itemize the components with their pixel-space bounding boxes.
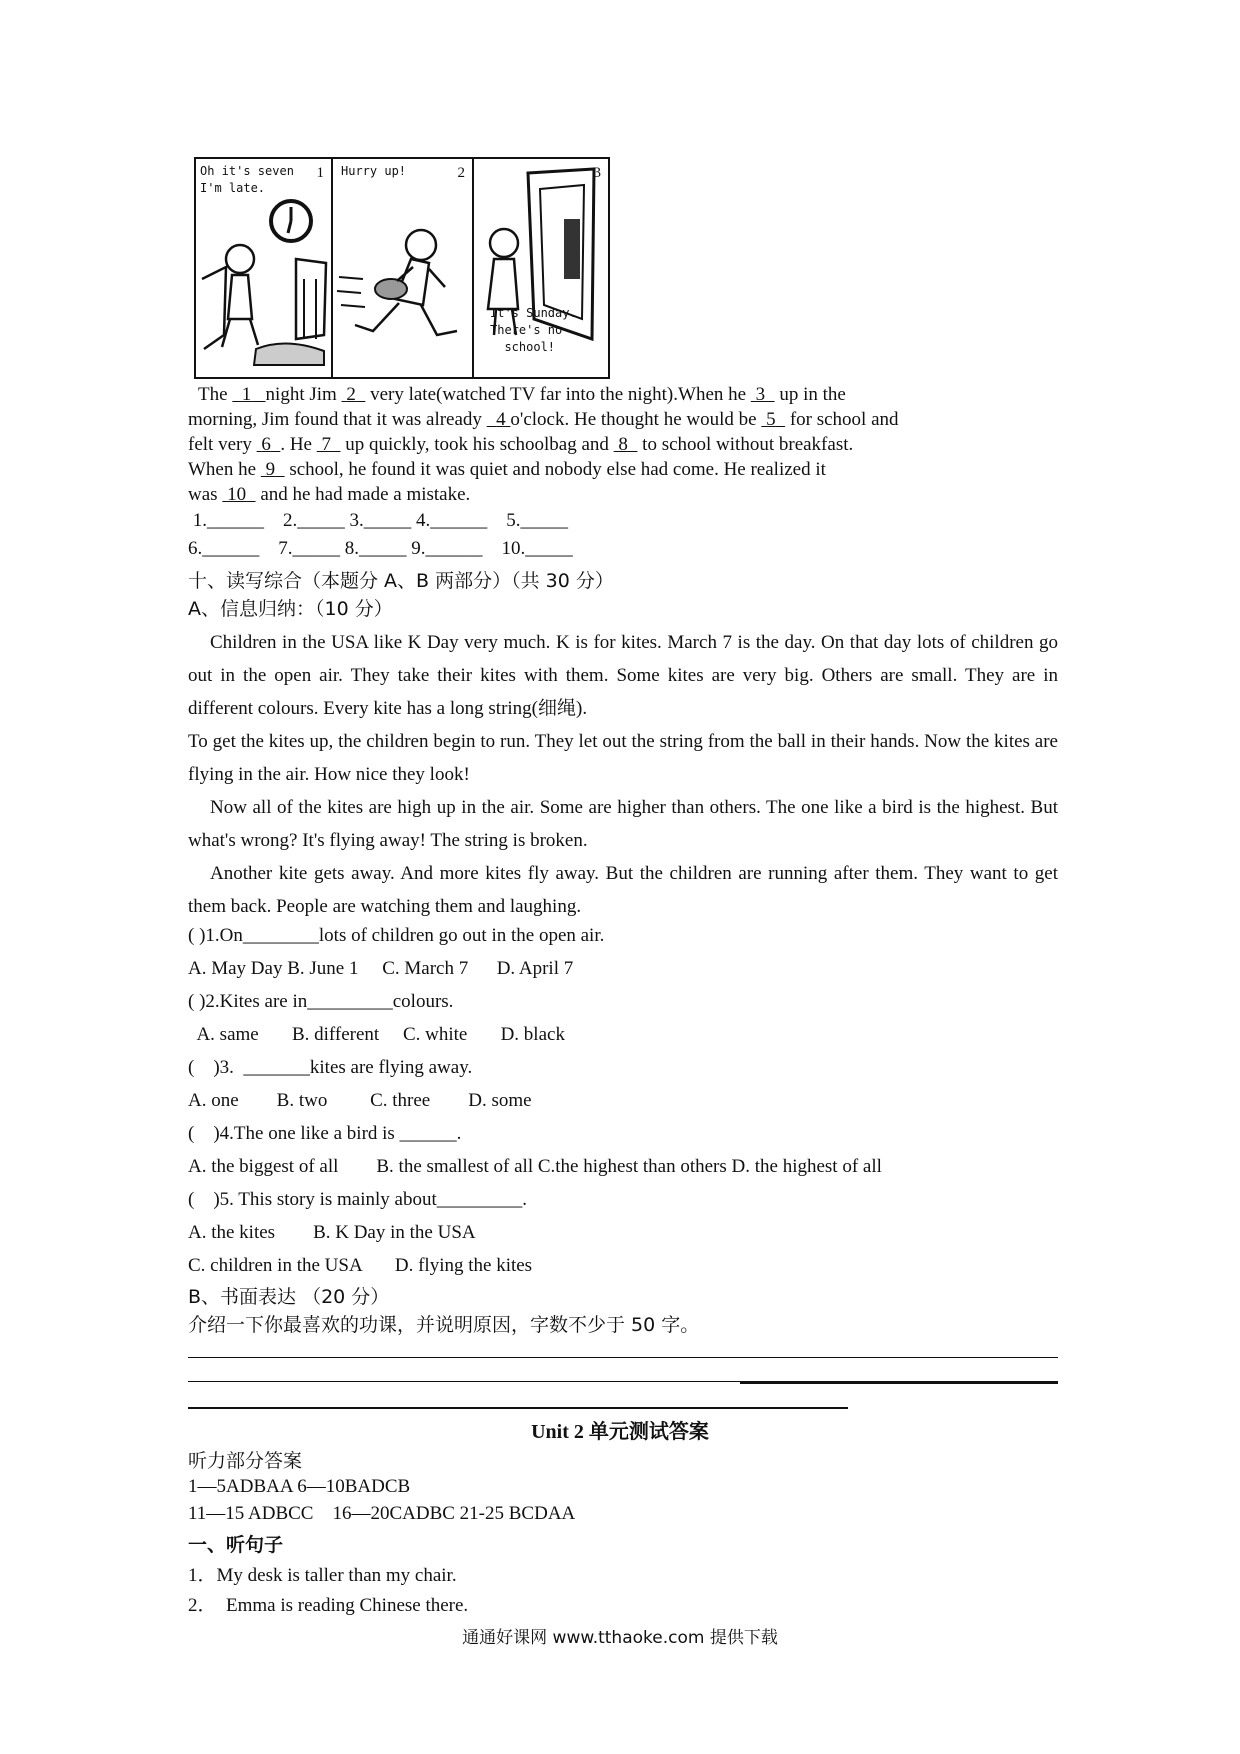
cloze-answer-row-1: 1.______ 2._____ 3._____ 4.______ 5._____ (188, 510, 568, 531)
question-2-options: A. same B. different C. white D. black (188, 1024, 565, 1045)
blank-6: 6 (261, 434, 271, 455)
question-3-options: A. one B. two C. three D. some (188, 1090, 532, 1111)
panel-number: 3 (593, 165, 601, 181)
question-4: ( )4.The one like a bird is ______. (188, 1123, 462, 1144)
comic-panel-2 (333, 159, 474, 377)
question-1-options: A. May Day B. June 1 C. March 7 D. April 7 (188, 958, 574, 979)
question-4-options: A. the biggest of all B. the smallest of all C.the highest than others D. the highest of all (188, 1156, 882, 1177)
writing-line-2-thick (740, 1382, 1058, 1384)
cloze-line-2: morning, Jim found that it was already 4 o'clock. He thought he would be 5 for school and (188, 409, 899, 430)
boy-waking-illustration (196, 159, 333, 375)
cloze-line-4: When he 9 school, he found it was quiet and nobody else had come. He realized it (188, 459, 826, 480)
section-1-title: 一、听句子 (188, 1534, 284, 1556)
listening-answers-title: 听力部分答案 (188, 1450, 303, 1472)
answers-title: Unit 2 单元测试答案 (531, 1421, 709, 1443)
comic-strip (194, 157, 610, 379)
passage-paragraph-1: Children in the USA like K Day very much. K is for kites. March 7 is the day. On that day lots of children go out in the open air. They take their kites with them. Some kites are very big. Others are small. They are in different colours. Every kite has a long string(细绳). (188, 632, 1058, 719)
question-3: ( )3. _______kites are flying away. (188, 1057, 473, 1078)
question-5-options-2: C. children in the USA D. flying the kites (188, 1255, 533, 1276)
panel-number: 1 (316, 165, 324, 181)
question-1: ( )1.On________lots of children go out in the open air. (188, 925, 605, 946)
listening-answers-row-2: 11—15 ADBCC 16—20CADBC 21-25 BCDAA (188, 1503, 576, 1524)
panel-caption: Hurry up! (341, 164, 407, 178)
blank-10: 10 (227, 484, 247, 505)
blank-8: 8 (618, 434, 628, 455)
question-5-options: A. the kites B. K Day in the USA (188, 1222, 476, 1243)
page-footer: 通通好课网 www.tthaoke.com 提供下载 (462, 1628, 778, 1648)
blank-1: 1 (241, 384, 252, 405)
comic-panel-3 (474, 159, 608, 377)
panel-caption: Oh it's seven I'm late. (200, 164, 294, 195)
question-2: ( )2.Kites are in_________colours. (188, 991, 454, 1012)
panel-caption: It's Sunday. There's no school! (490, 306, 577, 354)
part-b-prompt: 介绍一下你最喜欢的功课，并说明原因，字数不少于 50 字。 (188, 1314, 700, 1336)
section-10-title: 十、读写综合（本题分 A、B 两部分）（共 30 分） (188, 570, 614, 592)
boy-running-illustration (333, 159, 474, 375)
cloze-answer-row-2: 6.______ 7._____ 8._____ 9.______ 10._____ (188, 538, 573, 559)
blank-7: 7 (321, 434, 331, 455)
blank-2: 2 (346, 384, 356, 405)
writing-line-1[interactable] (188, 1357, 1058, 1358)
listening-answers-row-1: 1—5ADBAA 6—10BADCB (188, 1476, 411, 1497)
part-b-title: B、书面表达 （20 分） (188, 1286, 390, 1308)
passage-paragraph-3: Now all of the kites are high up in the air. Some are higher than others. The one like a bird is the highest. But what's wrong? It's flying away! The string is broken. (188, 797, 1058, 851)
question-5: ( )5. This story is mainly about_________. (188, 1189, 527, 1210)
answer-item-2: 2． Emma is reading Chinese there. (188, 1595, 469, 1616)
writing-line-3[interactable] (188, 1407, 848, 1409)
blank-4: 4 (496, 409, 506, 430)
blank-5: 5 (766, 409, 776, 430)
answer-item-1: 1．My desk is taller than my chair. (188, 1565, 457, 1586)
cloze-line-3: felt very 6 . He 7 up quickly, took his schoolbag and 8 to school without breakfast. (188, 434, 854, 455)
passage-paragraph-2: To get the kites up, the children begin to run. They let out the string from the ball in their hands. Now the kites are flying in the air. How nice they look! (188, 731, 1058, 785)
panel-number: 2 (457, 165, 465, 181)
cloze-line-1: The 1 night Jim 2 very late(watched TV far into the night).When he 3 up in the (198, 384, 846, 405)
part-a-title: A、信息归纳：（10 分） (188, 598, 393, 620)
cloze-line-5: was 10 and he had made a mistake. (188, 484, 471, 505)
passage-paragraph-4: Another kite gets away. And more kites fly away. But the children are running after them. They want to get them back. People are watching them and laughing. (188, 863, 1058, 917)
blank-3: 3 (755, 384, 766, 405)
blank-9: 9 (265, 459, 276, 480)
comic-panel-1 (196, 159, 333, 377)
